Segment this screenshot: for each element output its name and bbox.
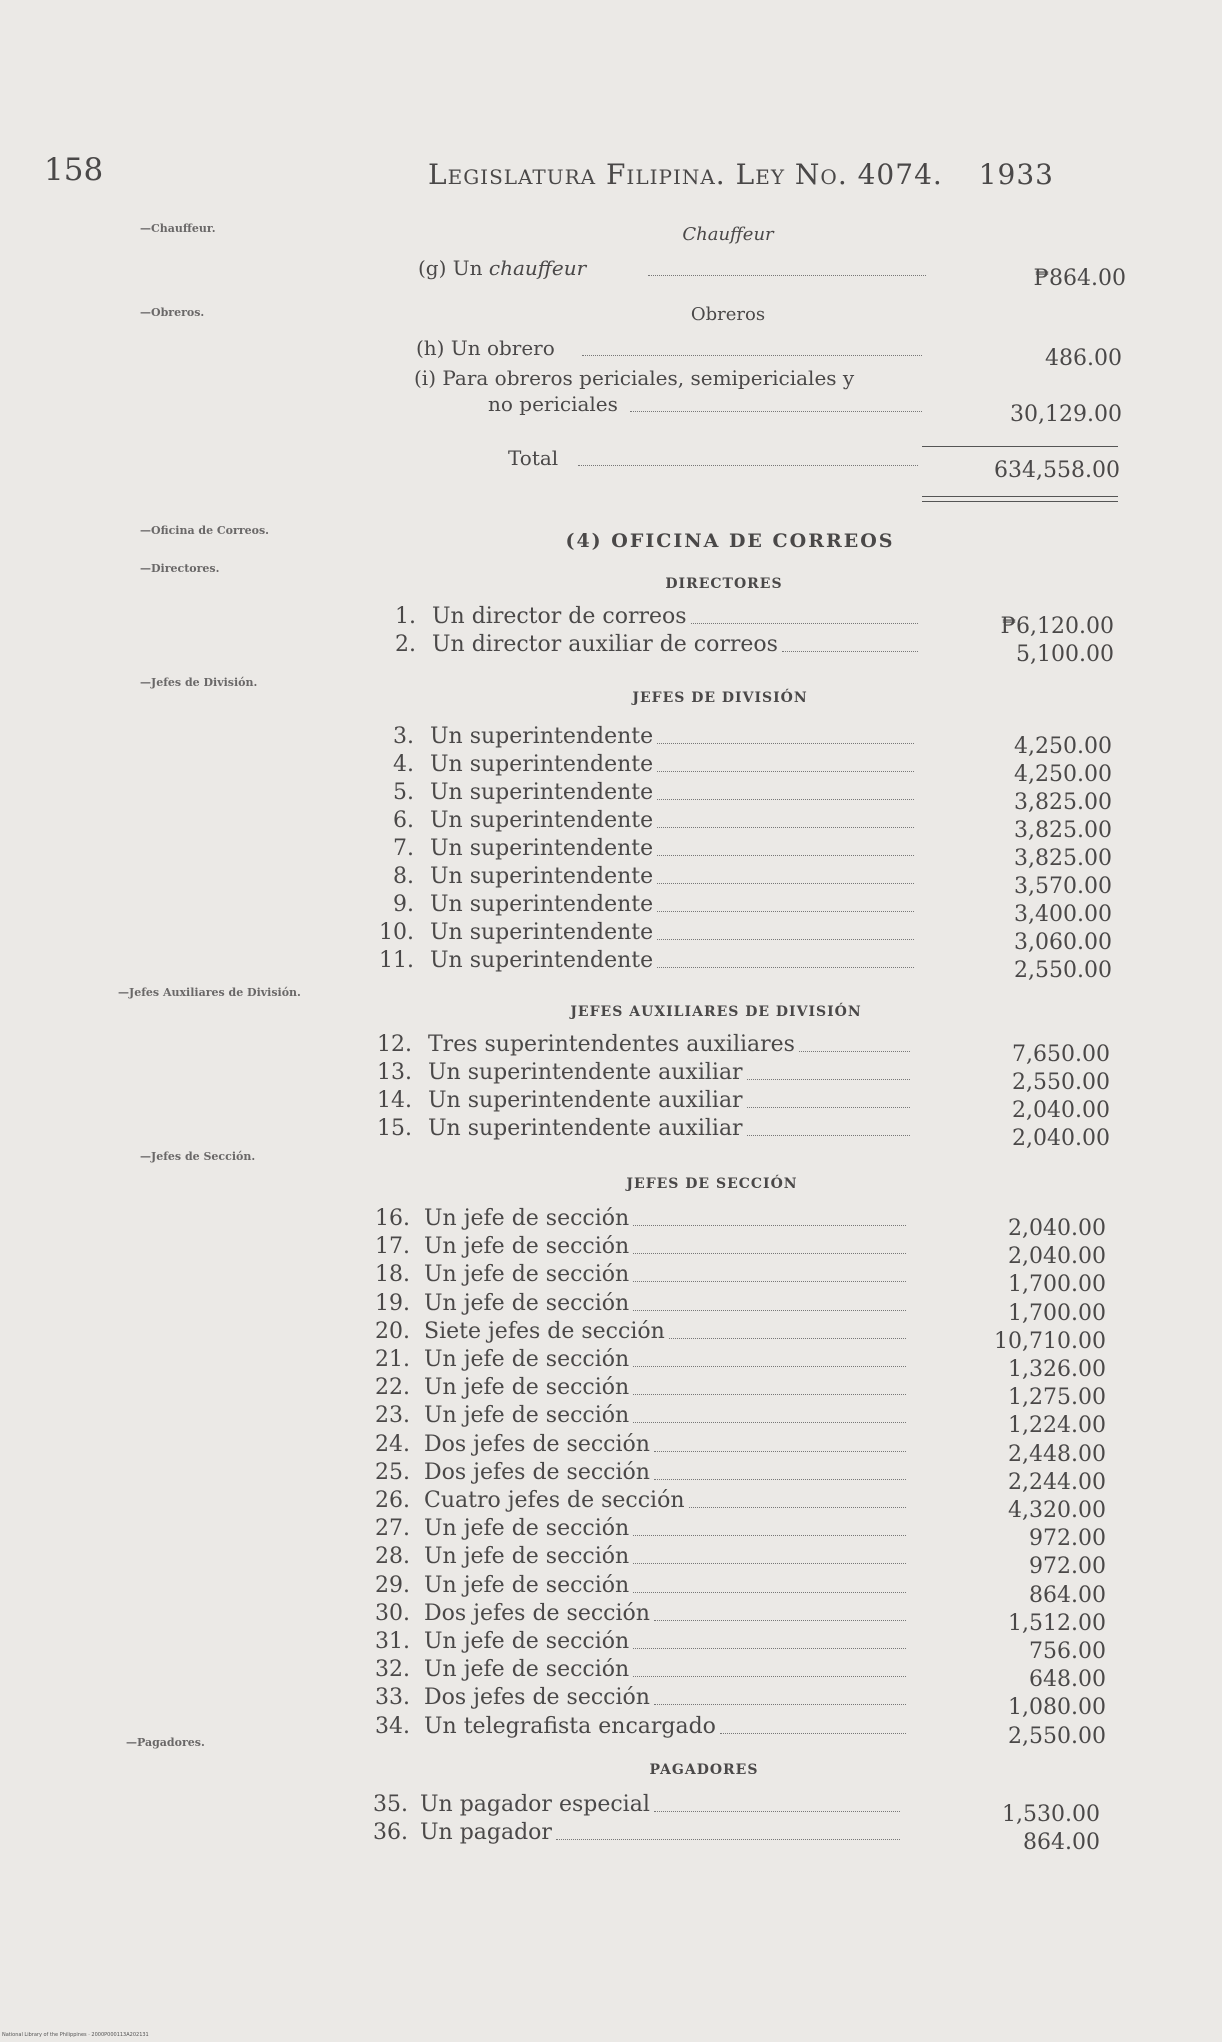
total-label: Total [508,446,559,470]
leader-dots [654,1792,900,1812]
item-amount: 648.00 [1029,1667,1106,1693]
oficina-title: (4) OFICINA DE CORREOS [565,530,895,552]
item-label: Un jefe de sección [424,1290,630,1316]
running-head-title: Legislatura Filipina. [428,158,726,191]
item-amount: 1,700.00 [1008,1272,1106,1298]
item-number: 13. [377,1060,412,1085]
leader-dots [582,336,922,356]
item-label: Un jefe de sección [424,1206,630,1231]
obreros-item-i-line2 [488,392,618,416]
directores-heading: DIRECTORES [665,576,783,592]
item-label: Cuatro jefes de sección [424,1488,685,1513]
item-amount: 3,060.00 [1014,930,1112,955]
obreros-item-i-line1: (i) Para obreros periciales, semipericiales y [414,366,855,390]
leader-dots [657,780,914,800]
item-amount: 4,250.00 [1014,762,1112,787]
item-label: Dos jefes de sección [424,1600,650,1626]
item-label: Un superintendente [430,864,654,889]
chauffeur-item [418,256,586,280]
jefes-auxiliares-heading: JEFES AUXILIARES DE DIVISIÓN [570,1004,862,1020]
item-number: 9. [393,892,414,917]
item-amount: ₱6,120.00 [1000,614,1114,639]
item-number: 15. [377,1116,412,1141]
obreros-item-h-label: (h) Un obrero [416,336,555,360]
leader-dots [633,1403,906,1423]
item-amount: 2,244.00 [1008,1469,1106,1495]
item-number: 29. [375,1572,410,1598]
item-amount: 3,570.00 [1014,874,1112,899]
item-number: 14. [377,1088,412,1113]
leader-dots [657,836,914,856]
item-label: Dos jefes de sección [424,1685,650,1711]
item-number: 36. [373,1820,408,1845]
item-label: Un superintendente auxiliar [428,1116,743,1141]
item-label: Siete jefes de sección [424,1318,665,1344]
margin-note-chauffeur: —Chauffeur. [140,222,216,235]
jefes-seccion-heading: JEFES DE SECCIÓN [626,1176,798,1192]
item-amount: 3,825.00 [1014,846,1112,871]
item-amount: 2,040.00 [1012,1126,1110,1151]
item-number: 5. [393,780,414,805]
item-amount: 1,275.00 [1008,1385,1106,1411]
leader-dots [691,604,918,624]
item-amount: 1,700.00 [1008,1300,1106,1326]
item-label: Un jefe de sección [424,1516,630,1542]
leader-dots [657,808,914,828]
leader-dots [633,1291,906,1311]
item-amount: 4,320.00 [1008,1498,1106,1523]
leader-dots [720,1714,906,1734]
chauffeur-item-label: (g) Un [418,256,483,280]
total-double-rule-1 [922,496,1118,497]
pagadores-heading: PAGADORES [649,1762,759,1778]
item-number: 2. [395,632,416,657]
item-amount: 1,326.00 [1008,1357,1106,1382]
item-number: 16. [375,1206,410,1231]
leader-dots [782,632,918,652]
margin-note-directores: —Directores. [140,562,220,575]
leader-dots [657,752,914,772]
margin-note-jefes-auxiliares: —Jefes Auxiliares de División. [118,986,301,999]
item-number: 27. [375,1516,410,1542]
chauffeur-heading: Chauffeur [682,224,774,245]
leader-dots [657,892,914,912]
item-number: 8. [393,864,414,889]
item-amount: 1,530.00 [1002,1802,1100,1827]
item-label: Un jefe de sección [424,1403,630,1429]
item-number: 10. [379,920,414,945]
item-number: 26. [375,1488,410,1513]
item-amount: 972.00 [1029,1526,1106,1552]
leader-dots [689,1488,907,1508]
leader-dots [747,1060,910,1080]
running-head-law: Ley No. 4074. [735,158,943,191]
leader-dots [654,1601,906,1621]
item-amount: 864.00 [1029,1582,1106,1608]
item-number: 6. [393,808,414,833]
total-double-rule-2 [922,501,1118,502]
item-amount: 1,512.00 [1008,1610,1106,1636]
leader-dots [633,1347,906,1367]
item-label: Un jefe de sección [424,1572,630,1598]
item-label: Un pagador [420,1820,552,1845]
margin-note-jefes-division: —Jefes de División. [140,676,258,689]
leader-dots [657,864,914,884]
running-head [428,158,1054,191]
item-number: 23. [375,1403,410,1429]
leader-dots [654,1432,906,1452]
leader-dots [556,1820,900,1840]
leader-dots [633,1516,906,1536]
item-amount: 1,080.00 [1008,1695,1106,1721]
leader-dots [633,1375,906,1395]
item-label: Un superintendente [430,780,654,805]
leader-dots [799,1032,910,1052]
running-head-year: 1933 [978,158,1054,191]
item-amount: 756.00 [1029,1639,1106,1664]
obreros-item-h [416,336,555,360]
margin-note-jefes-seccion: —Jefes de Sección. [140,1150,256,1163]
leader-dots [669,1319,906,1339]
leader-dots [633,1573,906,1593]
item-number: 3. [393,724,414,749]
total-top-rule [922,446,1118,447]
item-label: Un superintendente auxiliar [428,1060,743,1085]
item-number: 28. [375,1544,410,1570]
item-amount: 10,710.00 [994,1328,1106,1354]
item-number: 21. [375,1347,410,1372]
leader-dots [654,1460,906,1480]
leader-dots [630,392,922,412]
item-amount: 2,040.00 [1008,1216,1106,1241]
item-number: 33. [375,1685,410,1711]
item-label: Un superintendente [430,752,654,777]
item-number: 22. [375,1375,410,1401]
item-label: Un superintendente [430,948,654,973]
item-amount: 2,040.00 [1008,1244,1106,1270]
item-label: Un director auxiliar de correos [432,632,778,657]
item-amount: 2,550.00 [1014,958,1112,983]
leader-dots [633,1262,906,1282]
item-label: Un pagador especial [420,1792,650,1817]
obreros-amount-h: 486.00 [1045,346,1122,371]
item-label: Un jefe de sección [424,1347,630,1372]
item-number: 30. [375,1600,410,1626]
item-number: 18. [375,1262,410,1288]
item-amount: 7,650.00 [1012,1042,1110,1067]
item-amount: 3,400.00 [1014,902,1112,927]
item-amount: 2,448.00 [1008,1441,1106,1467]
item-label: Un superintendente [430,836,654,861]
obreros-item-i-label: no periciales [488,392,618,416]
item-amount: 3,825.00 [1014,818,1112,843]
margin-note-pagadores: —Pagadores. [126,1736,205,1749]
item-amount: 2,550.00 [1008,1723,1106,1749]
leader-dots [633,1657,906,1677]
item-number: 35. [373,1792,408,1817]
item-number: 11. [379,948,414,973]
item-number: 34. [375,1713,410,1739]
item-number: 1. [395,604,416,629]
item-label: Un superintendente [430,892,654,917]
chauffeur-item-italic: chauffeur [488,256,587,280]
leader-dots [648,256,926,276]
item-amount: 5,100.00 [1016,642,1114,667]
item-amount: 864.00 [1023,1830,1100,1855]
leader-dots [633,1629,906,1649]
leader-dots [633,1234,906,1254]
total-line [508,446,558,470]
item-label: Un jefe de sección [424,1262,630,1288]
item-label: Un telegrafista encargado [424,1713,716,1739]
item-label: Un superintendente auxiliar [428,1088,743,1113]
item-amount: 1,224.00 [1008,1413,1106,1439]
margin-note-oficina: —Oficina de Correos. [140,524,269,537]
item-label: Un jefe de sección [424,1629,630,1654]
item-label: Un jefe de sección [424,1234,630,1260]
obreros-heading: Obreros [690,304,766,325]
item-number: 12. [377,1032,412,1057]
page-number: 158 [44,152,104,188]
item-number: 31. [375,1629,410,1654]
item-label: Dos jefes de sección [424,1431,650,1457]
item-label: Un superintendente [430,920,654,945]
jefes-division-heading: JEFES DE DIVISIÓN [632,690,808,706]
item-label: Un jefe de sección [424,1544,630,1570]
chauffeur-amount: ₱864.00 [1033,266,1126,291]
item-label: Un jefe de sección [424,1657,630,1683]
margin-note-obreros: —Obreros. [140,306,205,319]
leader-dots [747,1116,910,1136]
leader-dots [657,920,914,940]
item-amount: 3,825.00 [1014,790,1112,815]
item-number: 25. [375,1459,410,1485]
item-number: 4. [393,752,414,777]
item-amount: 4,250.00 [1014,734,1112,759]
total-amount: 634,558.00 [994,458,1120,483]
item-amount: 972.00 [1029,1554,1106,1580]
item-number: 17. [375,1234,410,1260]
item-label: Tres superintendentes auxiliares [428,1032,795,1057]
item-label: Un jefe de sección [424,1375,630,1401]
footer-credit: National Library of the Philippines · 2000P000113A202131 [2,2032,149,2038]
item-amount: 2,040.00 [1012,1098,1110,1123]
item-number: 32. [375,1657,410,1683]
item-label: Un director de correos [432,604,687,629]
item-label: Un superintendente [430,724,654,749]
item-amount: 2,550.00 [1012,1070,1110,1095]
leader-dots [657,724,914,744]
leader-dots [633,1544,906,1564]
item-label: Dos jefes de sección [424,1459,650,1485]
item-number: 20. [375,1318,410,1344]
item-label: Un superintendente [430,808,654,833]
leader-dots [747,1088,910,1108]
obreros-amount-i: 30,129.00 [1010,402,1122,427]
leader-dots [578,446,918,466]
leader-dots [657,948,914,968]
item-number: 24. [375,1431,410,1457]
leader-dots [633,1206,906,1226]
leader-dots [654,1685,906,1705]
item-number: 19. [375,1290,410,1316]
item-number: 7. [393,836,414,861]
